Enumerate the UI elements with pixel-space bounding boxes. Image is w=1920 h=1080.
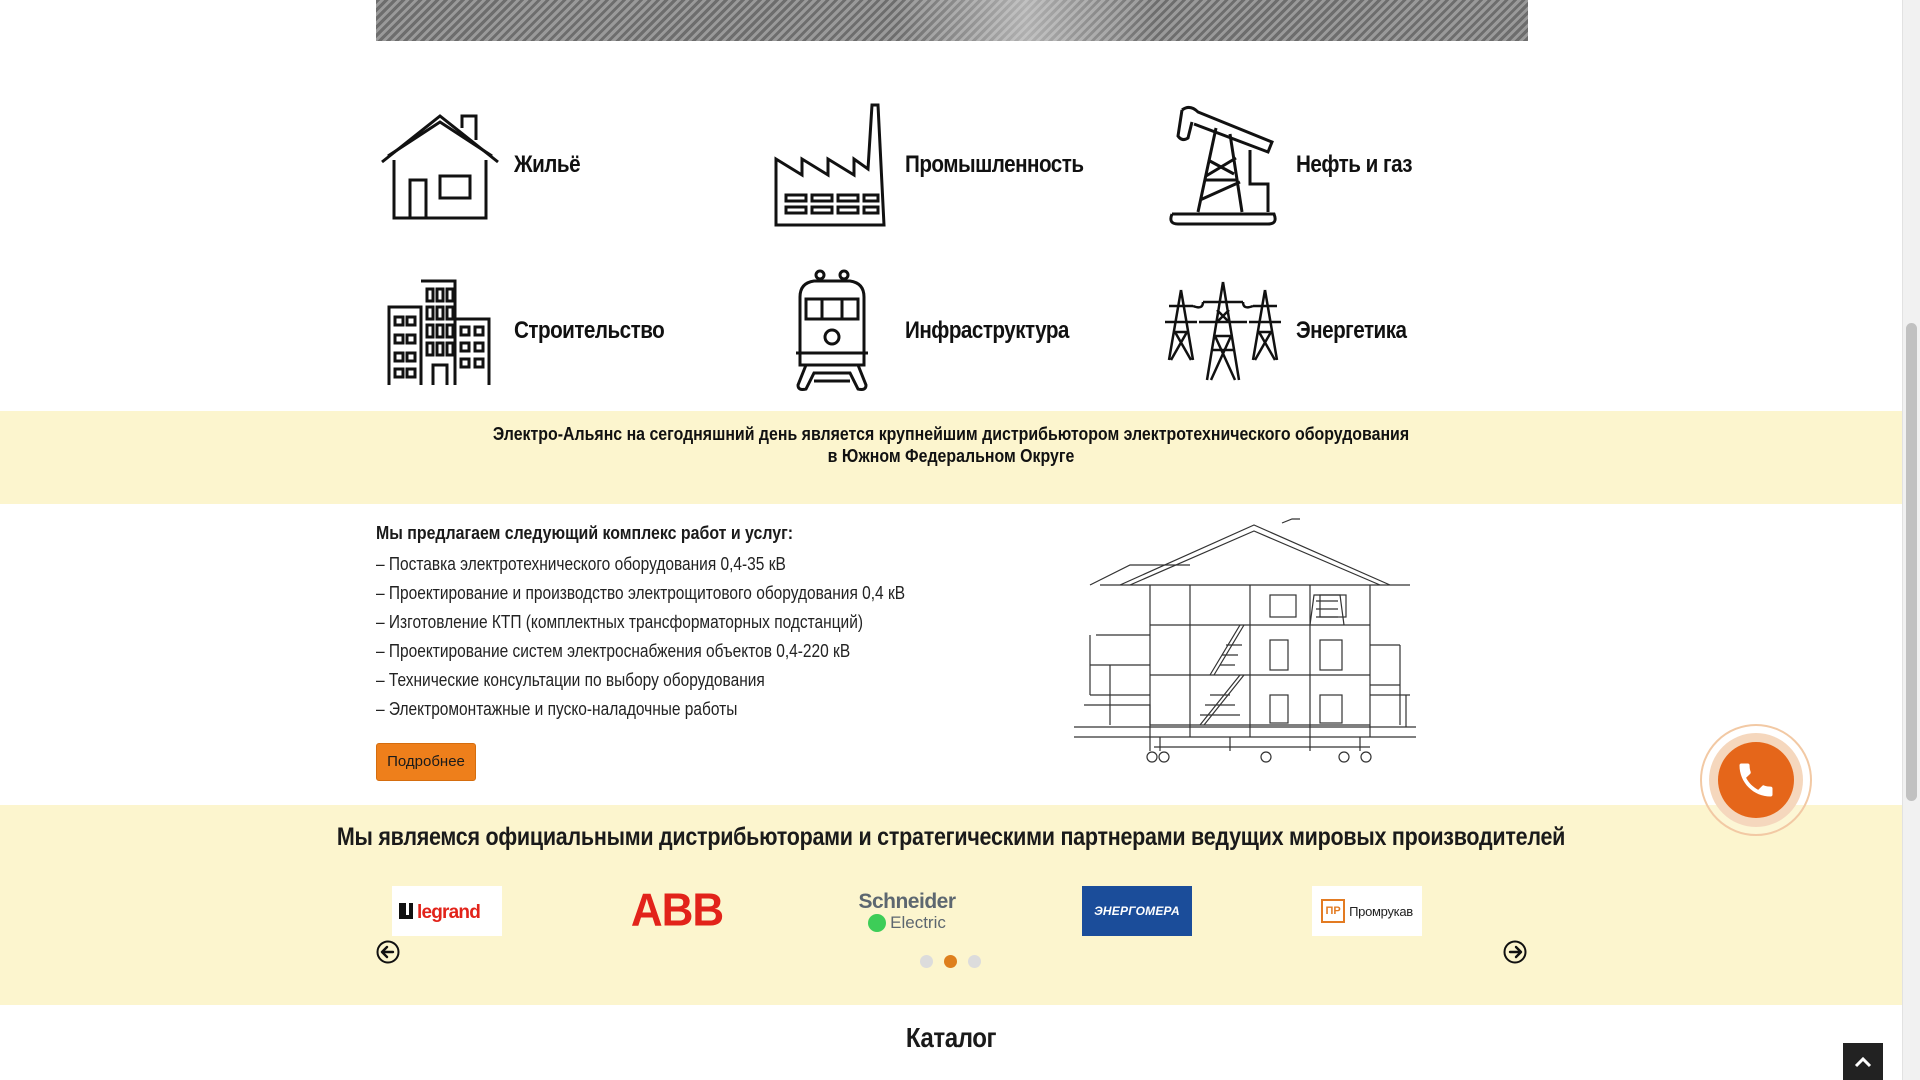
schneider-leaf-icon (868, 914, 886, 932)
logo-schneider-text: Schneider (858, 889, 956, 913)
logo-legrand[interactable] (392, 886, 502, 936)
logo-schneider[interactable] (852, 886, 962, 936)
industry-energy[interactable] (1158, 266, 1518, 396)
industry-construction[interactable] (376, 266, 736, 396)
service-item: – Поставка электротехнического оборудования 0,4-35 кВ (376, 554, 786, 574)
page-scrollbar[interactable] (1902, 0, 1920, 1080)
callback-widget[interactable] (1700, 724, 1812, 836)
slider-pagination (920, 955, 981, 968)
industry-oil-gas[interactable] (1158, 100, 1518, 230)
logo-abb[interactable] (622, 886, 732, 936)
scrollbar-thumb[interactable] (1906, 323, 1917, 801)
industry-label: Промышленность (905, 151, 1084, 178)
train-icon (767, 266, 897, 396)
house-section-drawing (1070, 515, 1420, 765)
partners-title: Мы являемся официальными дистрибьюторами и стратегическими партнерами ведущих мировых производителей (336, 823, 1566, 851)
industry-label: Инфраструктура (905, 317, 1069, 344)
arrow-right-icon (1503, 940, 1527, 964)
service-item: – Технические консультации по выбору оборудования (376, 670, 765, 690)
industry-infrastructure[interactable] (767, 266, 1127, 396)
service-item: – Проектирование и производство электрощитового оборудования 0,4 кВ (376, 583, 906, 603)
logo-energomera[interactable] (1082, 886, 1192, 936)
industry-label: Жильё (514, 151, 581, 178)
industry-label: Энергетика (1296, 317, 1407, 344)
buildings-icon (376, 266, 506, 396)
services-list (376, 550, 991, 724)
slider-next-button[interactable] (1503, 940, 1527, 964)
logo-legrand-text: legrand (417, 902, 481, 923)
logo-schneider-text2: Electric (890, 913, 946, 932)
about-text (133, 423, 1769, 467)
arrow-left-icon (376, 940, 400, 964)
services-title: Мы предлагаем следующий комплекс работ и услуг: (376, 522, 794, 543)
service-item: – Изготовление КТП (комплектных трансформаторных подстанций) (376, 612, 864, 632)
industry-label: Нефть и газ (1296, 151, 1413, 178)
industry-label: Строительство (514, 317, 665, 344)
more-button[interactable]: Подробнее (376, 743, 476, 781)
house-icon (376, 100, 506, 230)
slider-dot[interactable] (920, 955, 933, 968)
logo-abb-text: ABB (630, 884, 724, 937)
slider-prev-button[interactable] (376, 940, 400, 964)
industry-industry[interactable] (767, 100, 1127, 230)
about-line-1: Электро-Альянс на сегодняшний день является крупнейшим дистрибьютором электротехнического оборудования (492, 423, 1410, 444)
partners-section (0, 805, 1902, 1005)
hero-banner-image (376, 0, 1528, 41)
scroll-to-top-button[interactable] (1843, 1043, 1883, 1080)
industry-housing[interactable] (376, 100, 736, 230)
logo-promrukav-text: Промрукав (1349, 903, 1413, 919)
logo-energomera-text: ЭНЕРГОМЕРА (1094, 904, 1180, 918)
service-item: – Электромонтажные и пуско-наладочные работы (376, 699, 738, 719)
catalog-title: Каталог (905, 1022, 997, 1053)
factory-icon (767, 100, 897, 230)
about-line-2: в Южном Федеральном Округе (827, 445, 1075, 466)
call-button[interactable] (1718, 742, 1794, 818)
phone-icon (1734, 758, 1778, 802)
promrukav-badge: ПР (1321, 899, 1345, 923)
power-tower-icon (1158, 266, 1288, 396)
chevron-up-icon (1854, 1056, 1872, 1068)
logo-promrukav[interactable] (1312, 886, 1422, 936)
slider-dot[interactable] (968, 955, 981, 968)
about-banner (0, 411, 1902, 504)
oil-pump-icon (1158, 100, 1288, 230)
service-item: – Проектирование систем электроснабжения объектов 0,4-220 кВ (376, 641, 851, 661)
slider-dot-active[interactable] (944, 955, 957, 968)
